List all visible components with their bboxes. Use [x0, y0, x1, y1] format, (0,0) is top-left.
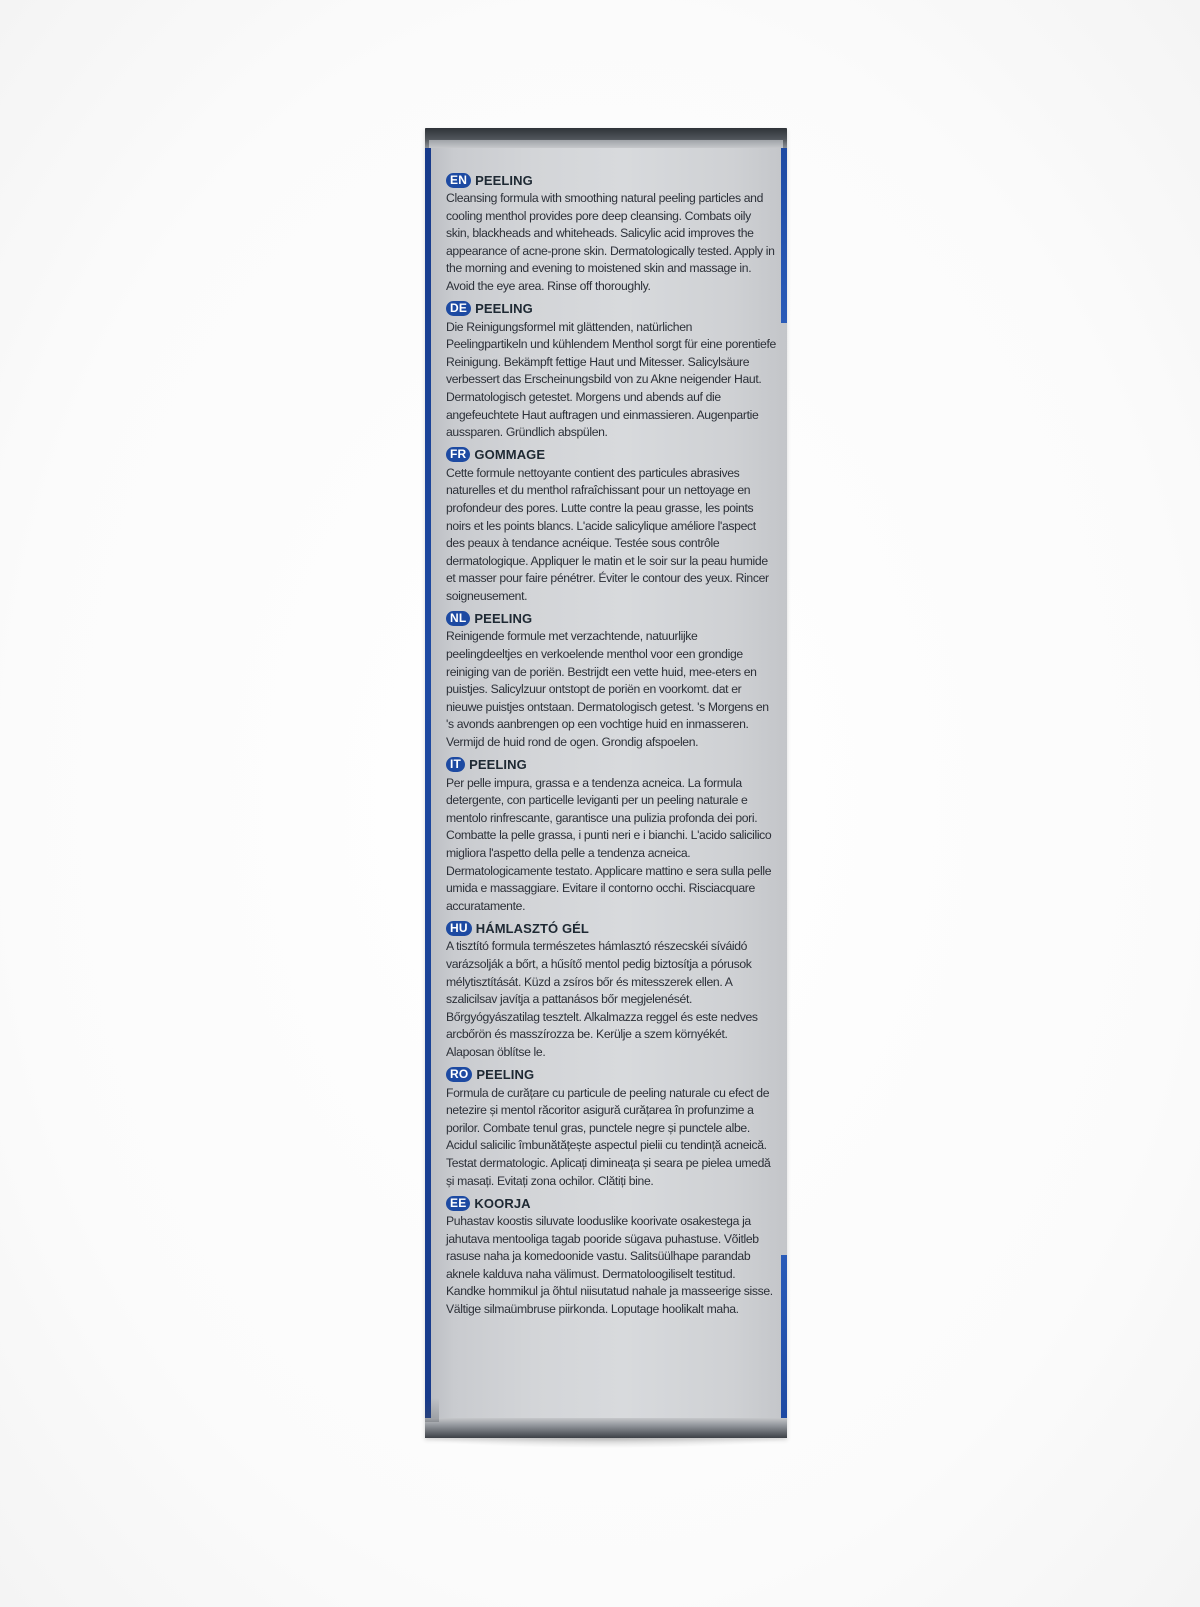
section-heading: [446, 171, 776, 189]
section-text: Cette formule nettoyante contient des particules abrasives naturelles et du menthol rafraîchissant pour un nettoyage en profondeur des pores. Lutte contre la peau grasse, les points noirs et les points blancs. L'acide salicylique améliore l'aspect des peaux à tendance acnéique. Testée sous contrôle dermatologique. Appliquer le matin et le soir sur la peau humide et masser pour faire pénétrer. Éviter le contour des yeux. Rincer soigneusement.: [446, 465, 769, 603]
section-heading: [446, 1194, 776, 1212]
section-title: PEELING: [469, 757, 527, 773]
box-top-lip: [429, 140, 783, 148]
language-badge: EE: [446, 1196, 470, 1211]
section-text: Formula de curățare cu particule de peeling naturale cu efect de netezire și mentol răcoritor asigură curățarea în profunzime a porilor. Combate tenul gras, punctele negre și punctele albe. Acidul salicilic îmbunătățește aspectul pielii cu tendință acneică. Testat dermatologic. Aplicați dimineața și seara pe pielea umedă și masați. Evitați zona ochilor. Clătiți bine.: [446, 1085, 771, 1188]
section-text: Die Reinigungsformel mit glättenden, natürlichen Peelingpartikeln und kühlendem Menthol sorgt für eine porentiefe Reinigung. Bekämpft fettige Haut und Mitesser. Salicylsäure verbessert das Erscheinungsbild von zu Akne neigender Haut. Dermatologisch getestet. Morgens und abends auf die angefeuchtete Haut auftragen und einmassieren. Augenpartie aussparen. Gründlich abspülen.: [446, 319, 776, 440]
box-blue-edge-left: [425, 148, 431, 1418]
language-badge: RO: [446, 1067, 472, 1082]
section-text: Cleansing formula with smoothing natural peeling particles and cooling menthol provides pore deep cleansing. Combats oily skin, blackheads and whiteheads. Salicylic acid improves the appearance of acne-prone skin. Dermatologically tested. Apply in the morning and evening to moistened skin and massage in. Avoid the eye area. Rinse off thoroughly.: [446, 191, 775, 293]
section-heading: [446, 1066, 776, 1084]
section-nl: [446, 609, 776, 751]
section-title: PEELING: [474, 610, 533, 626]
section-title: GOMMAGE: [474, 447, 546, 463]
language-badge: NL: [446, 611, 470, 626]
section-title: HÁMLASZTÓ GÉL: [475, 920, 589, 936]
box-bottom-notch: [425, 1398, 439, 1422]
box-blue-edge-right-bottom: [781, 1255, 787, 1418]
section-text: Per pelle impura, grassa e a tendenza acneica. La formula detergente, con particelle leviganti per un peeling naturale e mentolo rinfrescante, garantisce una pulizia profonda dei pori. Combatte la pelle grassa, i punti neri e i bianchi. L'acido salicilico migliora l'aspetto della pelle a tendenza acneica. Dermatologicamente testato. Applicare mattino e sera sulla pelle umida e massaggiare. Evitare il contorno occhi. Risciacquare accuratamente.: [446, 775, 772, 913]
section-title: KOORJA: [474, 1195, 531, 1211]
section-ee: [446, 1194, 776, 1319]
section-heading: [446, 446, 776, 464]
box-blue-edge-right-top: [781, 148, 787, 323]
section-text: A tisztító formula természetes hámlasztó részecskéi síváidó varázsolják a bőrt, a hűsítő mentol pedig biztosítja a pórusok mélytisztítását. Küzd a zsíros bőr és mitesszerek ellen. A szalicilsav javítja a pattanásos bőr megjelenését. Bőrgyógyászatilag tesztelt. Alkalmazza reggel és este nedves arcbőrön és masszírozza be. Kerülje a szem környékét. Alaposan öblítse le.: [446, 939, 758, 1059]
section-it: [446, 756, 776, 916]
language-badge: EN: [446, 173, 471, 188]
section-en: [446, 171, 776, 296]
section-text: Reinigende formule met verzachtende, natuurlijke peelingdeeltjes en verkoelende menthol voor een grondige reiniging van de poriën. Bestrijdt een vette huid, mee-eters en puistjes. Salicylzuur ontstopt de poriën en voorkomt. dat er nieuwe puistjes ontstaan. Dermatologisch getest. 's Morgens en 's avonds aanbrengen op een vochtige huid en inmasseren. Vermijd de huid rond de ogen. Grondig afspoelen.: [446, 629, 769, 750]
section-de: [446, 300, 776, 442]
section-fr: [446, 446, 776, 606]
section-heading: [446, 609, 776, 627]
box-bottom-flap: [425, 1418, 787, 1438]
language-badge: DE: [446, 301, 471, 316]
language-badge: FR: [446, 447, 470, 462]
section-heading: [446, 300, 776, 318]
section-heading: [446, 756, 776, 774]
section-heading: [446, 919, 776, 937]
section-title: PEELING: [475, 172, 533, 188]
language-badge: IT: [446, 757, 465, 772]
section-ro: [446, 1066, 776, 1191]
section-hu: [446, 919, 776, 1061]
section-title: PEELING: [475, 301, 533, 317]
instructions-panel: [446, 171, 776, 1323]
section-title: PEELING: [476, 1067, 535, 1083]
section-text: Puhastav koostis siluvate looduslike koorivate osakestega ja jahutava mentooliga tagab pooride sügava puhastuse. Võitleb rasuse naha ja komedoonide vastu. Salitsüülhape parandab aknele kalduva naha välimust. Dermatoloogiliselt testitud. Kandke hommikul ja õhtul niisutatud nahale ja masseerige sisse. Vältige silmaümbruse piirkonda. Loputage hoolikalt maha.: [446, 1214, 773, 1317]
language-badge: HU: [446, 921, 472, 936]
